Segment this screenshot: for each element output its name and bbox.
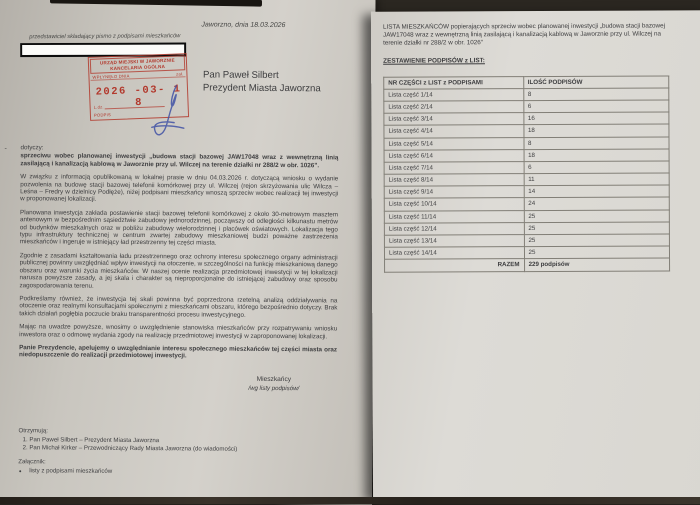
margin-dash: - (4, 145, 7, 153)
stamp-signature-label: PODPIS (93, 112, 112, 118)
addressee-title: Prezydent Miasta Jaworzna (202, 82, 321, 95)
subject-label: dotyczy: (20, 144, 44, 152)
body-paragraph: Podkreślamy również, że inwestycja tej skali powinna być poprzedzona rzetelną analizą oddziaływania na otoczenie oraz realnymi konsultacjami społecznymi z mieszkańcami obszaru, którego bezpośrednio dotyczy. Brak takich działań pogłębia poczucie braku transparentności procesu inwestycyjnego. (19, 295, 338, 319)
letter-footer (18, 427, 237, 477)
signature-count-cell: 25 (524, 222, 670, 235)
signature-list-page (371, 10, 700, 498)
recipient-item: 2. Pan Michał Kirker – Przewodniczący Rady Miasta Jaworzna (do wiadomości) (29, 444, 237, 453)
signature-count-cell: 18 (524, 149, 670, 162)
signature-count-cell: 14 (524, 185, 670, 198)
list-part-cell: Lista część 9/14 (384, 186, 524, 199)
list-part-cell: Lista część 6/14 (384, 149, 524, 162)
body-paragraph: Planowana inwestycja zakłada postawienie stacji bazowej telefonii komórkowej z około 30-metrowym masztem antenowym w bezpośrednim sąsiedztwie zabudowy jednorodzinnej, począwszy od odległości kilkunastu metrów od budynków mieszkalnych oraz w pobliżu zabudowy wielorodzinnej i placówek oświatowych. Lokalizacja tego typu infrastruktury technicznej w centrum zwartej zabudowy mieszkaniowej budzi poważne zastrzeżenia mieszkańców i ingeruje w istniejący ład przestrzenny tej części miasta. (19, 209, 339, 248)
summary-heading: ZESTAWIENIE PODPISÓW z LIST: (383, 56, 485, 65)
list-part-cell: Lista część 13/14 (384, 235, 524, 248)
stamp-received-label: WPŁYNĘŁO DNIA (92, 73, 130, 80)
paragraphs-container (19, 173, 338, 340)
stamp-office-line2: KANCELARIA OGÓLNA (110, 63, 166, 71)
recipients-label: Otrzymują: (18, 427, 48, 435)
signed-block (219, 376, 329, 394)
recipient-item: 1. Pan Paweł Silbert – Prezydent Miasta Jaworzna (29, 436, 237, 445)
city-date-line: Jaworzno, dnia 18.03.2026 (201, 21, 286, 30)
total-label: RAZEM (385, 259, 525, 272)
total-row (385, 258, 670, 271)
signature-count-cell: 24 (524, 197, 670, 210)
attachments-list (29, 467, 237, 476)
list-part-cell: Lista część 8/14 (384, 174, 524, 187)
stamp-office-line1: URZĄD MIEJSKI W JAWORZNIE (99, 57, 175, 66)
stamp-attachments-label: zał. (176, 71, 184, 77)
recipients-list (29, 436, 237, 453)
list-part-cell: Lista część 11/14 (384, 210, 524, 223)
appeal-paragraph: Panie Prezydencie, apelujemy o uwzględnianie interesu społecznego mieszkańców tej części miasta oraz niedopuszczenie do realizacji przedmiotowej inwestycji. (19, 344, 338, 360)
total-value: 229 podpisów (524, 258, 670, 271)
list-part-cell: Lista część 5/14 (384, 137, 524, 150)
list-part-cell: Lista część 2/14 (384, 101, 524, 114)
list-header: LISTA MIESZKAŃCÓW popierających sprzeciw wobec planowanej inwestycji „budowa stacji bazowej JAW17048 wraz z wewnętrzną linią zasilającą i kanalizacją kablową w Jaworznie przy ul. Wilczej na terenie działki nr 288/2 w obr. 1026” (382, 22, 665, 48)
signature-count-cell: 11 (524, 173, 670, 186)
addressee-block (203, 69, 321, 95)
signature-count-cell: 6 (523, 100, 669, 113)
list-part-cell: Lista część 3/14 (384, 113, 524, 126)
subject-text: sprzeciwu wobec planowanej inwestycji „budowa stacji bazowej JAW17048 wraz z wewnętrzną linią zasilającą i kanalizacją kablową w Jaworznie przy ul. Wilczej na terenie działki nr 288/2 w obr. 1026”. (20, 152, 339, 170)
signed-note: /wg listy podpisów/ (248, 384, 300, 392)
attachment-item: • listy z podpisami mieszkańców (29, 467, 237, 476)
table-body (384, 88, 670, 260)
list-part-cell: Lista część 7/14 (384, 162, 524, 175)
body-paragraph: Mając na uwadze powyższe, wnosimy o uwzględnienie stanowiska mieszkańców przy rozpatrywaniu wniosku inwestora oraz o odmowę wydania zgody na realizację przedmiotowej inwestycji w zaproponowanej lokalizacji. (19, 323, 338, 340)
list-part-cell: Lista część 12/14 (384, 222, 524, 235)
list-part-cell: Lista część 1/14 (384, 88, 524, 101)
signature-count-cell: 16 (523, 112, 669, 125)
list-part-cell: Lista część 4/14 (384, 125, 524, 138)
signatures-table (383, 75, 670, 272)
signature-count-cell: 8 (523, 88, 669, 101)
body-paragraph: Zgodnie z zasadami kształtowania ładu przestrzennego oraz ochrony interesu społecznego organy administracji publicznej powinny uwzględniać wpływ inwestycji na otoczenie, w szczególności na funkcję mieszkaniową danego obszaru oraz warunki życia mieszkańców. W naszej ocenie realizacja przedmiotowej inwestycji w tej lokalizacji narusza powyższe zasady, a jej skala i charakter są nieproporcjonalne do istniejącej zabudowy oraz sposobu zagospodarowania terenu. (19, 252, 338, 290)
signature-count-cell: 25 (524, 246, 670, 259)
list-part-cell: Lista część 10/14 (384, 198, 524, 211)
signature-count-cell: 18 (523, 124, 669, 137)
body-paragraph: W związku z informacją opublikowaną w lokalnej prasie w dniu 04.03.2026 r. dotyczącą wniosku o wydanie pozwolenia na budowę stacji bazowej telefonii komórkowej przy ul. Wilczej (rejon skrzyżowania ulic Wilcza – Leśna – Fredry w dzielnicy Podłęże), niżej podpisani mieszkańcy wnoszą sprzeciw wobec realizacji tej inwestycji w proponowanej lokalizacji. (20, 173, 339, 204)
column-header-part: NR CZĘŚCI z LIST z PODPISAMI (384, 76, 524, 89)
signature-count-cell: 25 (524, 210, 670, 223)
handwritten-signature-icon (143, 80, 193, 145)
signature-count-cell: 6 (524, 161, 670, 174)
letter-body (19, 144, 339, 367)
table-surface-bottom-edge (0, 497, 700, 504)
stamp-date: 2026 -03- 1 8 (95, 83, 182, 110)
addressee-name: Pan Paweł Silbert (202, 69, 279, 82)
signed-by: Mieszkańcy (256, 375, 292, 384)
signature-count-cell: 25 (524, 234, 670, 247)
attachment-label: Załącznik: (18, 458, 46, 466)
handler-note: przedstawiciel składający pismo z podpisami mieszkańców (29, 33, 181, 41)
signature-count-cell: 8 (524, 136, 670, 149)
column-header-count: ILOŚĆ PODPISÓW (523, 76, 669, 89)
stamp-ref-label: L.dz. (93, 104, 104, 110)
list-part-cell: Lista część 14/14 (384, 247, 524, 260)
